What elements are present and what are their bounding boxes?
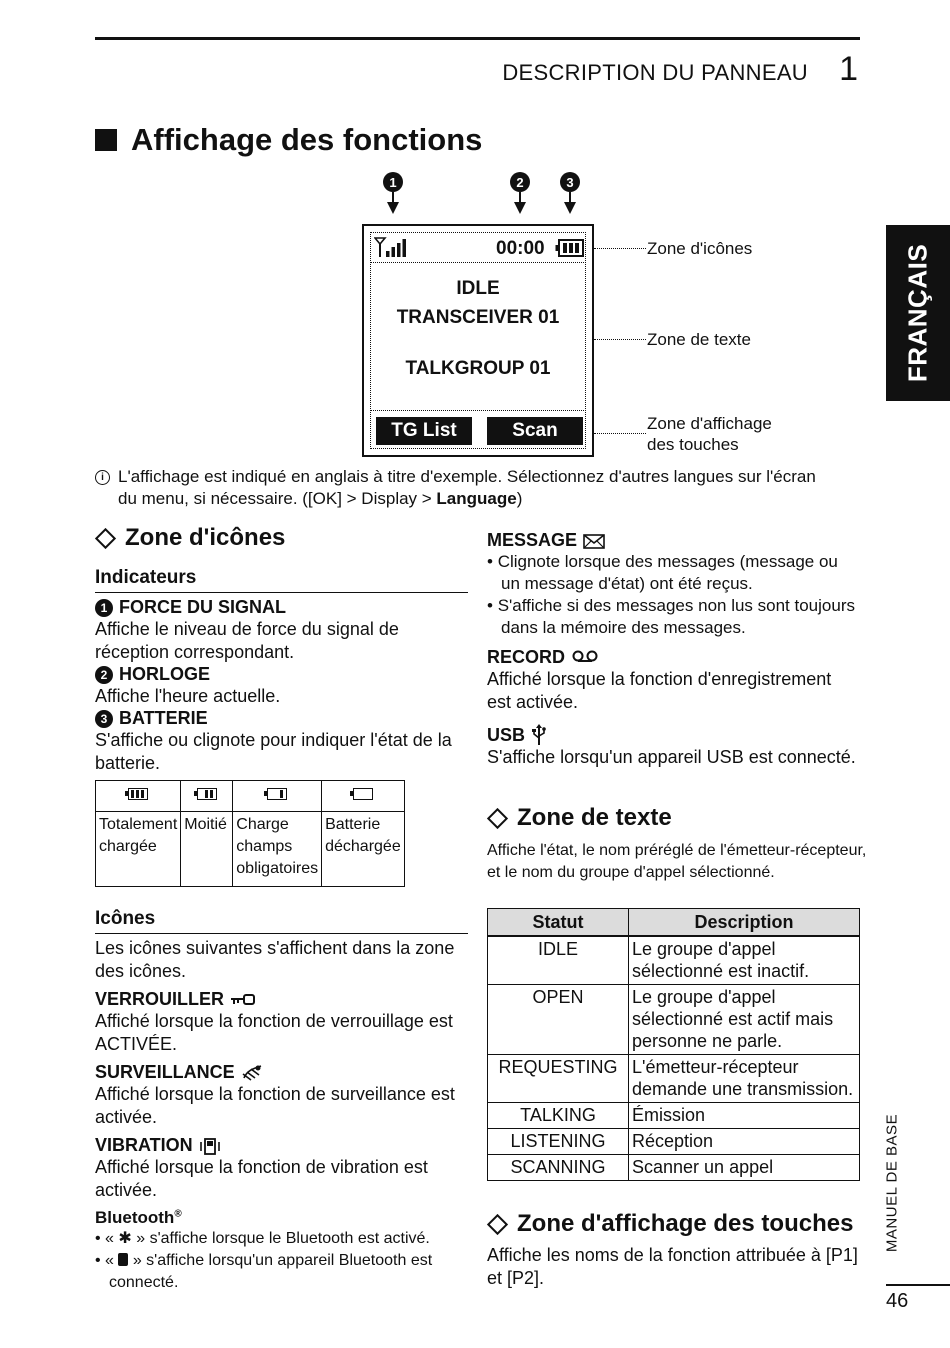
message-title bbox=[487, 530, 860, 551]
section-title-text: Affichage des fonctions bbox=[131, 122, 483, 157]
indicator-signal-desc: Affiche le niveau de force du signal de réception correspondant. bbox=[95, 619, 399, 662]
number-2-icon: 2 bbox=[95, 666, 113, 684]
battery-full-icon bbox=[96, 781, 181, 812]
lcd-line-transceiver: TRANSCEIVER 01 bbox=[396, 307, 560, 328]
heading-zone-icons-text: Zone d'icônes bbox=[125, 524, 286, 551]
label-zone-keys bbox=[647, 413, 772, 455]
description-cell: Réception bbox=[629, 1129, 860, 1155]
battery-empty-icon bbox=[322, 781, 405, 812]
lcd-key-tg-list: TG List bbox=[376, 417, 472, 445]
description-cell: Le groupe d'appel sélectionné est inactif. bbox=[629, 936, 860, 985]
label-zone-text: Zone de texte bbox=[647, 330, 751, 349]
chapter-title: DESCRIPTION DU PANNEAU bbox=[502, 60, 808, 85]
heading-zone-keys-text: Zone d'affichage des touches bbox=[517, 1210, 854, 1237]
note-text-end: ) bbox=[516, 489, 523, 508]
right-icons-list bbox=[487, 530, 860, 769]
message-bullet-2-text: S'affiche si des messages non lus sont toujours dans la mémoire des messages. bbox=[497, 596, 855, 637]
indicator-clock-title bbox=[95, 664, 468, 685]
record-desc: Affiché lorsque la fonction d'enregistrement est activée. bbox=[487, 669, 832, 712]
lcd-line-status: IDLE bbox=[456, 278, 500, 299]
heading-zone-text-text: Zone de texte bbox=[517, 804, 672, 831]
battery-table bbox=[95, 780, 405, 887]
callout-1-arrow-icon bbox=[387, 202, 399, 214]
diamond-icon bbox=[95, 527, 116, 548]
status-cell: IDLE bbox=[488, 936, 629, 985]
signal-strength-icon bbox=[374, 236, 410, 258]
lcd-line-talkgroup: TALKGROUP 01 bbox=[405, 358, 551, 379]
leader-zone-keys bbox=[594, 433, 646, 434]
bluetooth-title-text: Bluetooth bbox=[95, 1208, 175, 1227]
battery-empty-label: Batterie déchargée bbox=[322, 812, 405, 887]
battery-half-icon bbox=[181, 781, 233, 812]
bluetooth-title bbox=[95, 1208, 468, 1228]
lcd-battery-icon bbox=[555, 238, 585, 258]
status-table-header bbox=[488, 909, 860, 937]
callout-1-line bbox=[392, 192, 394, 202]
note-text bbox=[118, 466, 825, 510]
battery-low-icon bbox=[233, 781, 322, 812]
bluetooth-bullet-1-text: » s'affiche lorsque le Bluetooth est activé. bbox=[131, 1230, 430, 1247]
monitor-icon bbox=[241, 1064, 263, 1082]
icon-lock-title-text: VERROUILLER bbox=[95, 989, 225, 1009]
diamond-icon bbox=[487, 807, 508, 828]
vibration-icon bbox=[199, 1136, 221, 1156]
lcd-key-scan: Scan bbox=[487, 417, 583, 445]
indicator-battery-title bbox=[95, 708, 468, 729]
icon-vibration-title bbox=[95, 1135, 468, 1156]
indicators-rule bbox=[95, 592, 468, 593]
page-number: 46 bbox=[886, 1290, 909, 1312]
label-zone-icons: Zone d'icônes bbox=[647, 239, 753, 258]
header-rule bbox=[95, 37, 860, 40]
battery-half-label: Moitié bbox=[181, 812, 233, 887]
zone-text-desc: Affiche l'état, le nom préréglé de l'émetteur-récepteur, et le nom du groupe d'appel sélectionné. bbox=[487, 842, 867, 881]
battery-icons-row bbox=[96, 781, 405, 812]
bluetooth-bullet-2-pre: « bbox=[105, 1252, 119, 1269]
icon-monitor-title-text: SURVEILLANCE bbox=[95, 1062, 235, 1082]
label-zone-keys-line2: des touches bbox=[647, 435, 739, 454]
table-row bbox=[488, 985, 860, 1055]
zone-keys-desc: Affiche les noms de la fonction attribuée à [P1] et [P2]. bbox=[487, 1245, 858, 1288]
icons-intro: Les icônes suivantes s'affichent dans la zone des icônes. bbox=[95, 938, 455, 981]
record-title bbox=[487, 647, 860, 668]
manual-label bbox=[868, 1110, 916, 1255]
heading-zone-icons bbox=[95, 524, 285, 552]
icons-list bbox=[95, 937, 468, 1294]
lcd-icon-separator bbox=[370, 262, 586, 263]
icon-vibration-title-text: VIBRATION bbox=[95, 1135, 193, 1155]
status-cell: LISTENING bbox=[488, 1129, 629, 1155]
table-row bbox=[488, 1155, 860, 1181]
manual-label-text: MANUEL DE BASE bbox=[883, 1113, 901, 1252]
leader-zone-text bbox=[594, 339, 646, 340]
table-row bbox=[488, 1103, 860, 1129]
note-text-bold: Language bbox=[436, 489, 517, 508]
message-envelope-icon bbox=[583, 533, 605, 549]
callout-2-line bbox=[519, 192, 521, 202]
status-cell: TALKING bbox=[488, 1103, 629, 1129]
table-row bbox=[488, 936, 860, 985]
key-lock-icon bbox=[230, 993, 256, 1007]
description-cell: L'émetteur-récepteur demande une transmission. bbox=[629, 1055, 860, 1103]
table-row bbox=[488, 1055, 860, 1103]
icon-lock-desc: Affiché lorsque la fonction de verrouillage est ACTIVÉE. bbox=[95, 1011, 453, 1054]
note-text-main: L'affichage est indiqué en anglais à titre d'exemple. Sélectionnez d'autres langues sur l'écran du menu, si nécessaire. ([OK] > Display > bbox=[118, 467, 816, 508]
callout-3-arrow-icon bbox=[564, 202, 576, 214]
battery-full-glyph bbox=[128, 788, 148, 800]
status-table bbox=[487, 908, 860, 1181]
indicator-signal-title bbox=[95, 597, 468, 618]
icon-monitor-title bbox=[95, 1062, 468, 1083]
callout-3-line bbox=[569, 192, 571, 202]
indicators-list bbox=[95, 597, 468, 775]
lcd-clock: 00:00 bbox=[496, 238, 545, 259]
icon-lock-title bbox=[95, 989, 468, 1010]
indicator-clock-title-text: HORLOGE bbox=[119, 664, 211, 684]
record-tape-icon bbox=[571, 650, 599, 666]
language-tab-label: FRANÇAIS bbox=[902, 243, 933, 383]
icon-vibration-desc: Affiché lorsque la fonction de vibration est activée. bbox=[95, 1157, 428, 1200]
usb-title-text: USB bbox=[487, 724, 526, 745]
page-number-rule bbox=[886, 1284, 950, 1286]
table-row bbox=[488, 1129, 860, 1155]
indicator-signal-title-text: FORCE DU SIGNAL bbox=[119, 597, 287, 617]
bluetooth-connected-icon bbox=[118, 1253, 128, 1266]
usb-icon bbox=[531, 724, 547, 746]
info-icon: i bbox=[95, 470, 110, 485]
heading-zone-text bbox=[487, 804, 672, 832]
description-cell: Le groupe d'appel sélectionné est actif mais personne ne parle. bbox=[629, 985, 860, 1055]
icons-rule bbox=[95, 933, 468, 934]
usb-title bbox=[487, 724, 860, 746]
bluetooth-bullet-2-text: » s'affiche lorsqu'un appareil Bluetooth est connecté. bbox=[109, 1252, 433, 1291]
message-bullet-1-text: Clignote lorsque des messages (message ou un message d'état) ont été reçus. bbox=[497, 552, 838, 593]
callout-3: 3 bbox=[560, 172, 580, 192]
battery-low-glyph bbox=[267, 788, 287, 800]
message-bullet-2: • S'affiche si des messages non lus sont toujours dans la mémoire des messages. bbox=[487, 596, 855, 637]
registered-mark: ® bbox=[174, 1208, 182, 1220]
lcd-display bbox=[362, 224, 594, 457]
description-cell: Émission bbox=[629, 1103, 860, 1129]
indicator-clock-desc: Affiche l'heure actuelle. bbox=[95, 686, 281, 706]
message-title-text: MESSAGE bbox=[487, 530, 578, 550]
heading-indicators: Indicateurs bbox=[95, 567, 197, 588]
heading-zone-keys bbox=[487, 1210, 853, 1238]
heading-icons: Icônes bbox=[95, 908, 156, 929]
number-3-icon: 3 bbox=[95, 710, 113, 728]
label-zone-keys-line1: Zone d'affichage bbox=[647, 414, 772, 433]
bluetooth-bullet-1: • « ✱ » s'affiche lorsque le Bluetooth est activé. bbox=[95, 1230, 430, 1247]
section-title bbox=[95, 122, 482, 158]
battery-low-label: Charge champs obligatoires bbox=[233, 812, 322, 887]
indicator-battery-desc: S'affiche ou clignote pour indiquer l'état de la batterie. bbox=[95, 730, 452, 773]
icon-monitor-desc: Affiché lorsque la fonction de surveillance est activée. bbox=[95, 1084, 455, 1127]
chapter-number: 1 bbox=[839, 50, 858, 88]
square-bullet-icon bbox=[95, 129, 117, 151]
callout-1: 1 bbox=[383, 172, 403, 192]
description-header: Description bbox=[629, 909, 860, 937]
status-cell: OPEN bbox=[488, 985, 629, 1055]
callout-2-arrow-icon bbox=[514, 202, 526, 214]
callout-2: 2 bbox=[510, 172, 530, 192]
language-tab bbox=[886, 225, 950, 401]
status-cell: SCANNING bbox=[488, 1155, 629, 1181]
status-header: Statut bbox=[488, 909, 629, 937]
usb-desc: S'affiche lorsqu'un appareil USB est connecté. bbox=[487, 747, 856, 767]
leader-zone-icons bbox=[594, 248, 646, 249]
message-bullet-1: • Clignote lorsque des messages (message ou un message d'état) ont été reçus. bbox=[487, 552, 838, 593]
battery-full-label: Totalement chargée bbox=[96, 812, 181, 887]
note bbox=[95, 466, 825, 510]
status-cell: REQUESTING bbox=[488, 1055, 629, 1103]
description-cell: Scanner un appel bbox=[629, 1155, 860, 1181]
lcd-key-separator bbox=[370, 410, 586, 411]
battery-half-glyph bbox=[197, 788, 217, 800]
battery-empty-glyph bbox=[353, 788, 373, 800]
bluetooth-bullet-2: • « » s'affiche lorsqu'un appareil Bluetooth est connecté. bbox=[95, 1252, 433, 1291]
bluetooth-bullet-1-pre: « bbox=[105, 1230, 119, 1247]
number-1-icon: 1 bbox=[95, 599, 113, 617]
bluetooth-icon: ✱ bbox=[118, 1230, 132, 1247]
record-title-text: RECORD bbox=[487, 647, 566, 667]
battery-labels-row bbox=[96, 812, 405, 887]
diamond-icon bbox=[487, 1213, 508, 1234]
indicator-battery-title-text: BATTERIE bbox=[119, 708, 208, 728]
